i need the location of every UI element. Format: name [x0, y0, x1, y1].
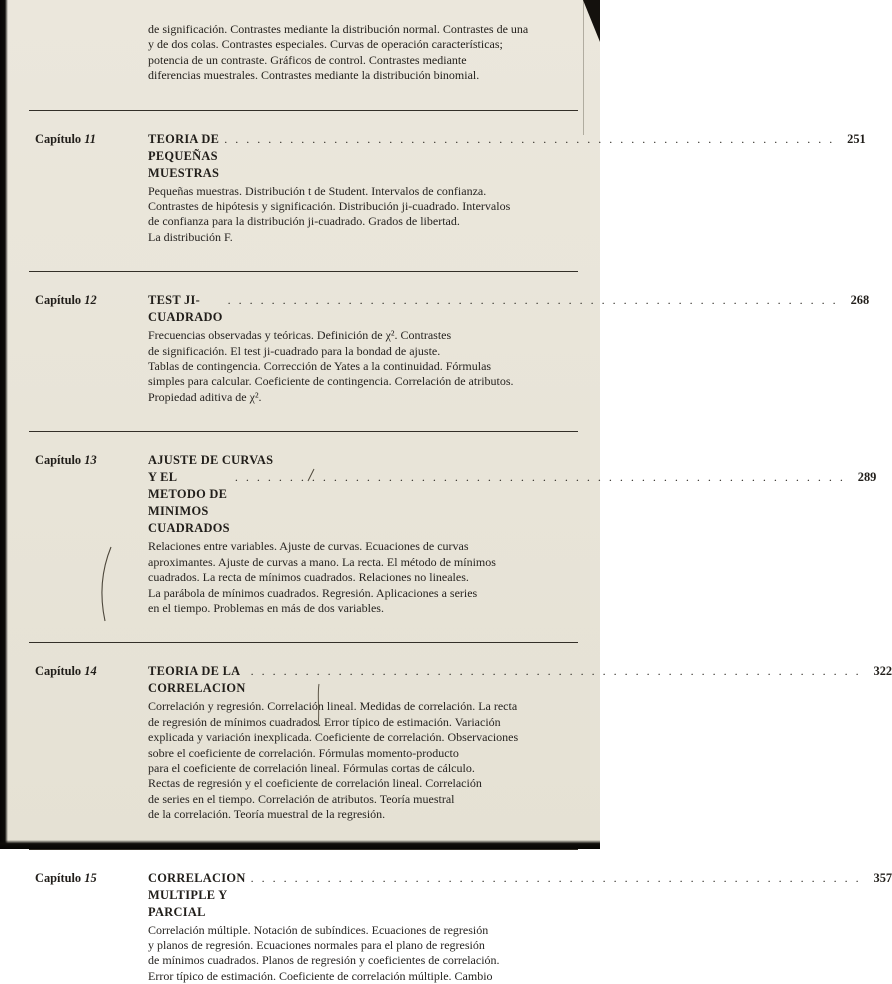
- chapter-title: TEST JI-CUADRADO: [148, 293, 223, 325]
- chapter-title-line-1: AJUSTE DE CURVAS: [148, 453, 274, 468]
- chapter-title-line-2: Y EL METODO DE MINIMOS CUADRADOS: [148, 470, 230, 536]
- text-line: Tablas de contingencia. Corrección de Yates a la continuidad. Fórmulas: [148, 359, 492, 374]
- section-divider: [29, 110, 578, 111]
- text-line: Correlación múltiple. Notación de subíndices. Ecuaciones de regresión: [148, 922, 489, 937]
- chapter-label-word: Capítulo: [35, 664, 82, 679]
- text-line: Frecuencias observadas y teóricas. Definición de χ². Contrastes: [148, 328, 452, 343]
- toc-dot-leader: [228, 292, 839, 309]
- chapter-label: [35, 131, 148, 148]
- section-divider: [29, 431, 578, 432]
- chapter-number: 13: [84, 453, 97, 468]
- toc-dot-leader: [251, 870, 862, 887]
- text-line: de significación. Contrastes mediante la distribución normal. Contrastes de una: [148, 22, 529, 36]
- scan-corner-top-right: [583, 0, 600, 42]
- chapter-label: [35, 870, 148, 887]
- scan-edge-bottom: [0, 840, 600, 849]
- chapter-body: [148, 131, 866, 246]
- chapter-label: [35, 452, 148, 469]
- chapter-label: [35, 292, 148, 309]
- text-line: Error típico de estimación. Coeficiente de correlación múltiple. Cambio: [148, 968, 493, 983]
- chapter-title: CORRELACION MULTIPLE Y PARCIAL: [148, 870, 246, 919]
- chapter-description: [148, 699, 892, 822]
- text-line: La parábola de mínimos cuadrados. Regresión. Aplicaciones a series: [148, 585, 478, 600]
- chapter-entry-11: [35, 131, 866, 246]
- chapter-entry-15: [35, 870, 892, 984]
- chapter-body: [148, 870, 892, 984]
- text-line: de confianza para la distribución ji-cuadrado. Grados de libertad.: [148, 214, 460, 229]
- text-line: en el tiempo. Problemas en más de dos variables.: [148, 600, 384, 615]
- text-line: Relaciones entre variables. Ajuste de curvas. Ecuaciones de curvas: [148, 539, 469, 554]
- chapter-entry-13: [35, 452, 877, 616]
- chapter-page-number: 322: [873, 664, 892, 679]
- text-line: y de dos colas. Contrastes especiales. Curvas de operación características;: [148, 37, 503, 52]
- toc-dot-leader: [224, 131, 835, 148]
- chapter-entry-14: [35, 663, 892, 822]
- chapter-label-word: Capítulo: [35, 293, 82, 308]
- section-divider: [29, 642, 578, 643]
- section-divider: [29, 271, 578, 272]
- text-line: de significación. El test ji-cuadrado para la bondad de ajuste.: [148, 343, 441, 358]
- text-line: de mínimos cuadrados. Planos de regresión y coeficientes de correlación.: [148, 953, 500, 968]
- text-line: de regresión de mínimos cuadrados. Error típico de estimación. Variación: [148, 714, 501, 729]
- text-line: La distribución F.: [148, 229, 233, 244]
- chapter-label-word: Capítulo: [35, 870, 82, 885]
- chapter-title: TEORIA DE PEQUEÑAS MUESTRAS: [148, 131, 220, 180]
- text-line: Rectas de regresión y el coeficiente de correlación lineal. Correlación: [148, 776, 482, 791]
- chapter-label-word: Capítulo: [35, 131, 82, 146]
- text-line: de la correlación. Teoría muestral de la regresión.: [148, 807, 386, 822]
- text-line: Contrastes de hipótesis y significación. Distribución ji-cuadrado. Intervalos: [148, 199, 511, 214]
- text-line: aproximantes. Ajuste de curvas a mano. La recta. El método de mínimos: [148, 554, 496, 569]
- text-line: diferencias muestrales. Contrastes mediante la distribución binomial.: [148, 68, 480, 83]
- text-line: explicada y variación inexplicada. Coeficiente de correlación. Observaciones: [148, 730, 519, 745]
- chapter-entry-12: [35, 292, 870, 405]
- chapter-label: [35, 663, 148, 680]
- chapter-number: 15: [84, 870, 97, 885]
- chapter-title: TEORIA DE LA CORRELACION: [148, 664, 246, 696]
- text-line: y planos de regresión. Ecuaciones normales para el plano de regresión: [148, 937, 485, 952]
- chapter-label-word: Capítulo: [35, 453, 82, 468]
- text-line: Correlación y regresión. Correlación lineal. Medidas de correlación. La recta: [148, 699, 518, 714]
- text-line: sobre el coeficiente de correlación. Fórmulas momento-producto: [148, 745, 459, 760]
- text-line: Pequeñas muestras. Distribución t de Student. Intervalos de confianza.: [148, 183, 487, 198]
- chapter-description: [148, 539, 876, 616]
- chapter-page-number: 357: [873, 870, 892, 885]
- toc-dot-leader: [251, 663, 862, 680]
- text-line: Propiedad aditiva de χ².: [148, 389, 262, 404]
- text-line: cuadrados. La recta de mínimos cuadrados. Relaciones no lineales.: [148, 570, 469, 585]
- chapter-page-number: 289: [857, 470, 877, 485]
- text-line: de series en el tiempo. Correlación de atributos. Teoría muestral: [148, 791, 455, 806]
- chapter-page-number: 251: [847, 131, 866, 146]
- chapter-number: 11: [84, 131, 96, 146]
- text-line: simples para calcular. Coeficiente de contingencia. Correlación de atributos.: [148, 374, 514, 389]
- chapter-description: [148, 328, 869, 405]
- text-line: para el coeficiente de correlación lineal. Fórmulas cortas de cálculo.: [148, 760, 475, 775]
- chapter-number: 14: [84, 664, 97, 679]
- chapter-body: [148, 663, 892, 822]
- intro-paragraph: [148, 22, 570, 84]
- chapter-page-number: 268: [850, 293, 870, 308]
- scan-edge-left: [0, 0, 8, 849]
- toc-dot-leader: [235, 469, 846, 486]
- chapter-body: [148, 452, 876, 616]
- chapter-description: [148, 923, 892, 984]
- text-line: potencia de un contraste. Gráficos de control. Contrastes mediante: [148, 52, 467, 67]
- chapter-number: 12: [84, 293, 97, 308]
- chapter-body: [148, 292, 869, 405]
- chapter-description: [148, 184, 866, 246]
